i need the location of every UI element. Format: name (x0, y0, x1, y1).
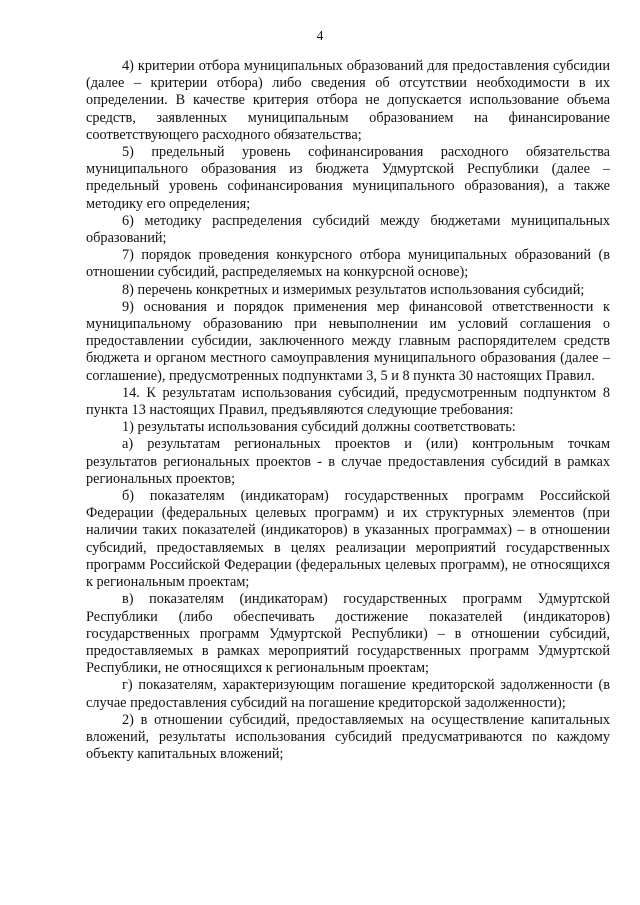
paragraph-subitem-b: б) показателям (индикаторам) государственных программ Российской Федерации (федеральных целевых программ) и их структурных элементов (при наличии таких показателей (индикаторов) в указанных программах) – в отношении субсидий, предоставляемых в целях реализации мероприятий государственных программ Российской Федерации (федеральных целевых программ), не относящихся к региональным проектам; (86, 488, 610, 591)
paragraph-section-14: 14. К результатам использования субсидий, предусмотренным подпунктом 8 пункта 13 настоящих Правил, предъявляются следующие требования: (86, 384, 610, 419)
document-body (86, 58, 610, 763)
paragraph-item-8: 8) перечень конкретных и измеримых результатов использования субсидий; (122, 281, 585, 298)
paragraph-item-9: 9) основания и порядок применения мер финансовой ответственности к муниципальному образованию при невыполнении им условий соглашения о предоставлении субсидии, заключенного между главным распорядителем средств бюджета и органом местного самоуправления муниципального образования (далее – соглашение), предусмотренных подпунктами 3, 5 и 8 пункта 30 настоящих Правил. (86, 298, 610, 384)
paragraph-subitem-a: а) результатам региональных проектов и (или) контрольным точкам результатов региональных проектов - в случае предоставления субсидий в рамках региональных проектов; (86, 436, 610, 487)
paragraph-subitem-2: 2) в отношении субсидий, предоставляемых на осуществление капитальных вложений, результаты использования субсидий предусматриваются по каждому объекту капитальных вложений; (86, 711, 610, 763)
paragraph-subitem-1: 1) результаты использования субсидий должны соответствовать: (122, 419, 516, 436)
paragraph-subitem-v: в) показателям (индикаторам) государственных программ Удмуртской Республики (либо обеспечивать достижение показателей (индикаторов) государственных программ Удмуртской Республики) – в отношении субсидий, предоставляемых в рамках мероприятий государственных программ Удмуртской Республики, не относящихся к региональным проектам; (86, 591, 610, 677)
paragraph-item-6: 6) методику распределения субсидий между бюджетами муниципальных образований; (86, 212, 610, 247)
paragraph-item-4: 4) критерии отбора муниципальных образований для предоставления субсидии (далее – критерии отбора) либо сведения об отсутствии необходимости в их определении. В качестве критерия отбора не допускается использование объема средств, заявленных муниципальным образованием на финансирование соответствующего расходного обязательства; (86, 58, 610, 143)
paragraph-item-7: 7) порядок проведения конкурсного отбора муниципальных образований (в отношении субсидий, распределяемых на конкурсной основе); (86, 247, 610, 281)
paragraph-item-5: 5) предельный уровень софинансирования расходного обязательства муниципального образования из бюджета Удмуртской Республики (далее – предельный уровень софинансирования муниципального образования), а также методику его определения; (86, 144, 610, 212)
page-number: 4 (316, 28, 324, 43)
paragraph-subitem-g: г) показателям, характеризующим погашение кредиторской задолженности (в случае предоставления субсидий на погашение кредиторской задолженности); (86, 677, 610, 711)
